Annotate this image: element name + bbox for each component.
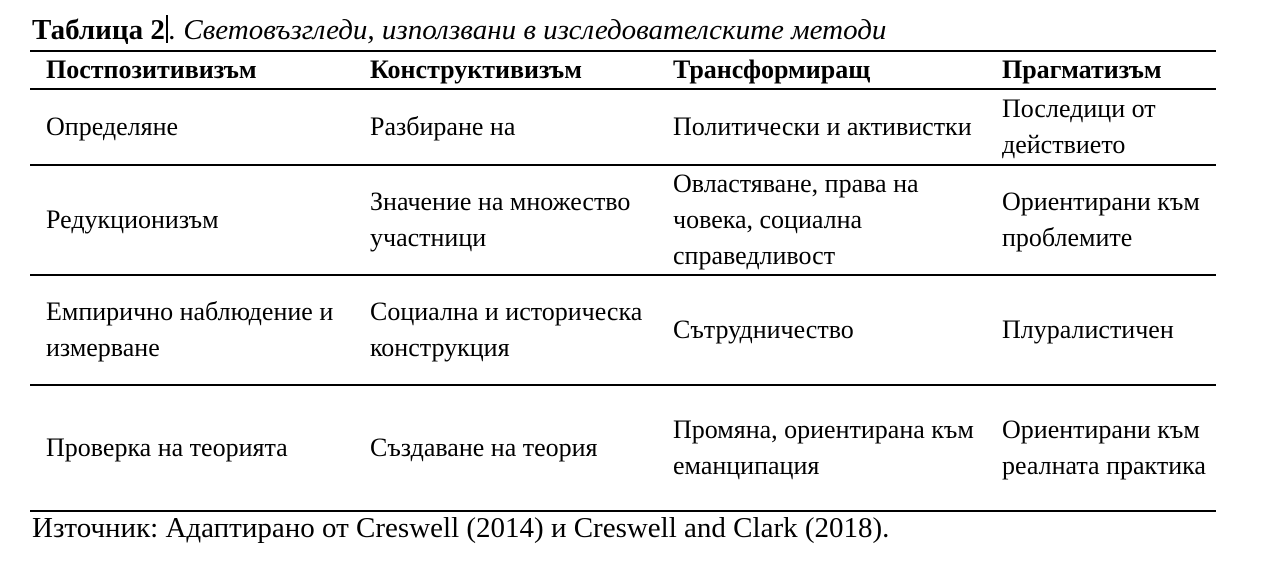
table-row (30, 89, 1216, 165)
table-cell: Емпирично наблюдение и измерване (30, 275, 354, 385)
worldviews-table (30, 50, 1216, 512)
table-cell: Политически и активистки (657, 89, 986, 165)
header-transformative: Трансформиращ (657, 51, 986, 89)
table-header-row (30, 51, 1216, 89)
table-cell: Редукционизъм (30, 165, 354, 275)
caption-title: . Световъзгледи, използвани в изследователските методи (168, 14, 887, 46)
table-cell: Ориентирани към проблемите (986, 165, 1216, 275)
table-cell: Плуралистичен (986, 275, 1216, 385)
table-cell: Промяна, ориентирана към еманципация (657, 385, 986, 511)
caption-label: Таблица 2 (32, 14, 165, 46)
table-cell: Ориентирани към реалната практика (986, 385, 1216, 511)
table-caption (32, 12, 886, 48)
table-row (30, 165, 1216, 275)
header-pragmatism: Прагматизъм (986, 51, 1216, 89)
table-cell: Разбиране на (354, 89, 657, 165)
table-row (30, 385, 1216, 511)
header-constructivism: Конструктивизъм (354, 51, 657, 89)
header-postpositivism: Постпозитивизъм (30, 51, 354, 89)
table-cell: Последици от действието (986, 89, 1216, 165)
table-cell: Създаване на теория (354, 385, 657, 511)
table-cell: Сътрудничество (657, 275, 986, 385)
table-cell: Овластяване, права на човека, социална справедливост (657, 165, 986, 275)
text-cursor (166, 15, 168, 43)
table-cell: Определяне (30, 89, 354, 165)
table-cell: Социална и историческа конструкция (354, 275, 657, 385)
table-row (30, 275, 1216, 385)
table-cell: Значение на множество участници (354, 165, 657, 275)
source-note: Източник: Адаптирано от Creswell (2014) и Creswell and Clark (2018). (32, 512, 890, 544)
table-cell: Проверка на теорията (30, 385, 354, 511)
